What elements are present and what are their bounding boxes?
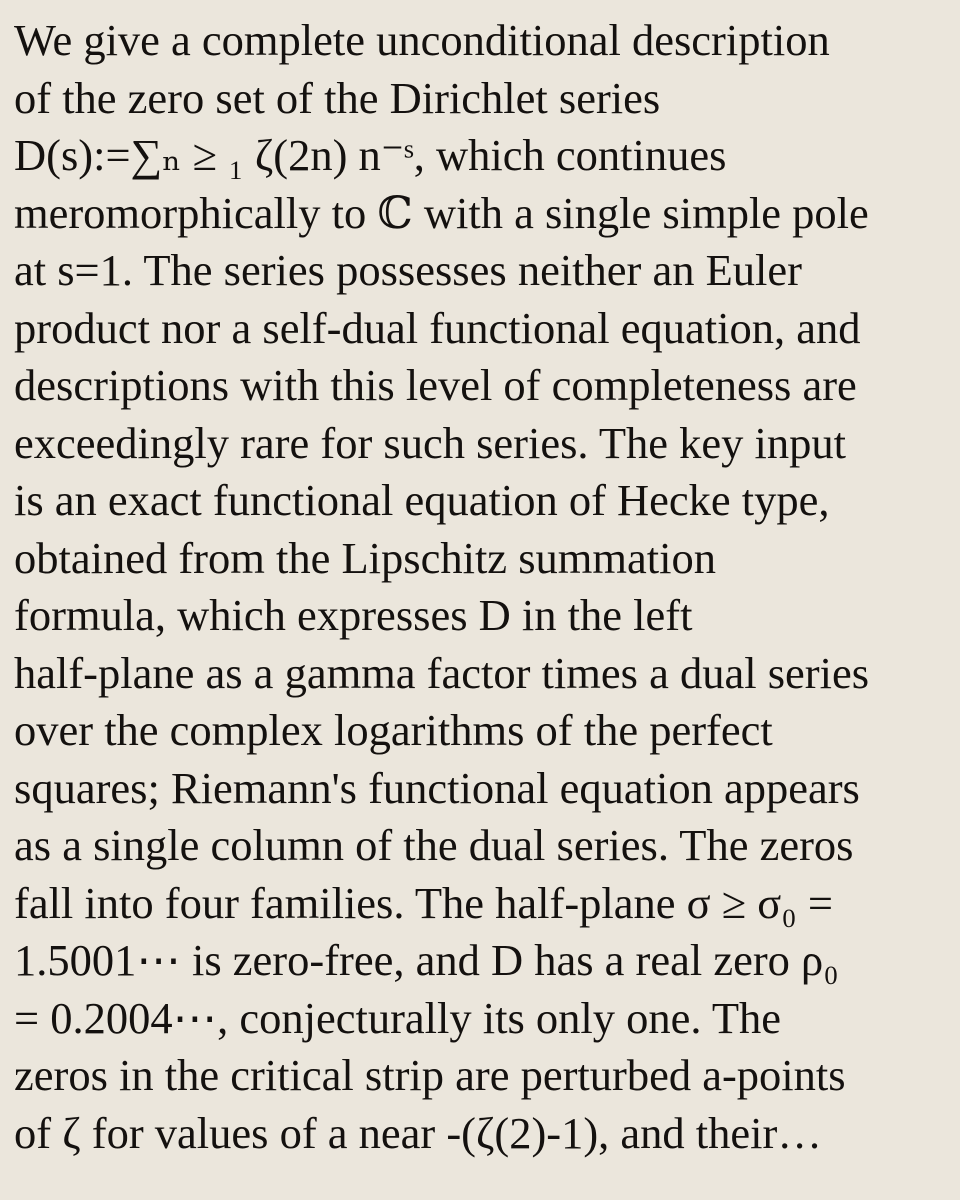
abstract-line: meromorphically to ℂ with a single simple pole [14,187,869,238]
abstract-line: exceedingly rare for such series. The key input [14,417,847,468]
abstract-line: obtained from the Lipschitz summation [14,532,716,583]
abstract-text [14,12,946,1162]
abstract-line: 1.5001⋯ is zero-free, and D has a real zero ρ₀ [14,935,839,985]
abstract-line: zeros in the critical strip are perturbed a-points [14,1050,846,1100]
abstract-line: of the zero set of the Dirichlet series [14,72,661,123]
abstract-line: formula, which expresses D in the left [14,590,693,640]
abstract-line: product nor a self-dual functional equation, and [14,302,861,353]
abstract-line: descriptions with this level of completeness are [14,360,857,410]
abstract-line: at s=1. The series possesses neither an Euler [14,245,802,295]
abstract-line: as a single column of the dual series. The zeros [14,820,854,870]
abstract-line: squares; Riemann's functional equation appears [14,762,860,813]
abstract-line: fall into four families. The half-plane σ ≥ σ₀ = [14,877,834,928]
abstract-line: half-plane as a gamma factor times a dual series [14,647,870,698]
abstract-line: D(s):=∑ₙ ≥ ₁ ζ(2n) n⁻ˢ, which continues [14,130,727,180]
abstract-line: We give a complete unconditional description [14,15,830,65]
abstract-line: of ζ for values of a near -(ζ(2)-1), and their… [14,1107,822,1158]
abstract-line: over the complex logarithms of the perfect [14,705,773,755]
abstract-line: = 0.2004⋯, conjecturally its only one. The [14,992,782,1043]
abstract-line: is an exact functional equation of Hecke type, [14,475,830,525]
